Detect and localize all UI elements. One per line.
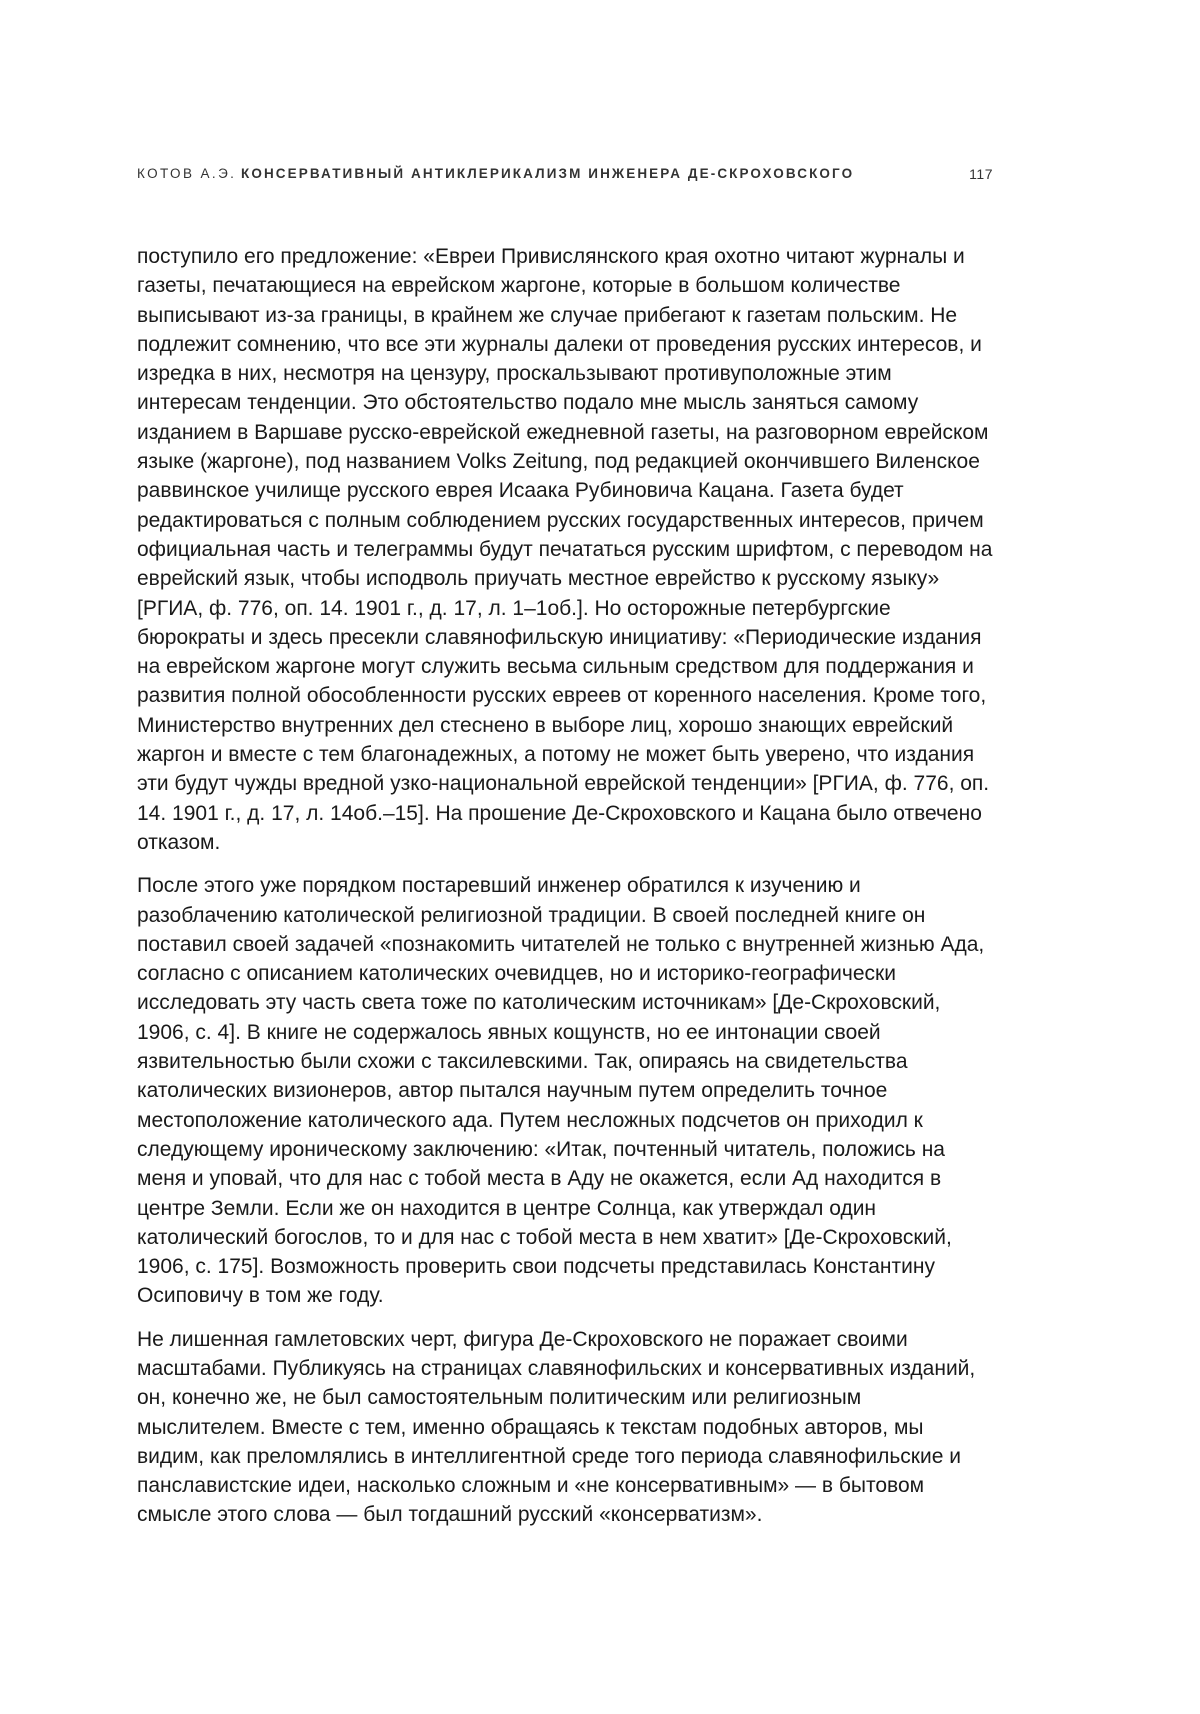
header-article-title: КОНСЕРВАТИВНЫЙ АНТИКЛЕРИКАЛИЗМ ИНЖЕНЕРА ДЕ-СКРОХОВСКОГО xyxy=(241,166,854,181)
paragraph-2: После этого уже порядком постаревший инженер обратился к изучению и разоблачению католической религиозной традиции. В своей последней книге он поставил своей задачей «познакомить читателей не только с внутренней жизнью Ада, согласно с описанием католических очевидцев, но и историко-географически исследовать эту часть света тоже по католическим источникам» [Де-Скроховский, 1906, с. 4]. В книге не содержалось явных кощунств, но ее интонации своей язвительностью были схожи с таксилевскими. Так, опираясь на свидетельства католических визионеров, автор пытался научным путем определить точное местоположение католического ада. Путем несложных подсчетов он приходил к следующему ироническому заключению: «Итак, почтенный читатель, положись на меня и уповай, что для нас с тобой места в Аду не окажется, если Ад находится в центре Земли. Если же он находится в центре Солнца, как утверждал один католический богослов, то и для нас с тобой места в нем хватит» [Де-Скроховский, 1906, с. 175]. Возможность проверить свои подсчеты представилась Константину Осиповичу в том же году. xyxy=(137,871,993,1310)
page-number: 117 xyxy=(969,166,993,182)
header-author: КОТОВ А.Э. xyxy=(137,166,236,181)
article-body xyxy=(137,242,993,1530)
paragraph-1: поступило его предложение: «Евреи Привислянского края охотно читают журналы и газеты, печатающиеся на еврейском жаргоне, которые в большом количестве выписывают из-за границы, в крайнем же случае прибегают к газетам польским. Не подлежит сомнению, что все эти журналы далеки от проведения русских интересов, и изредка в них, несмотря на цензуру, проскальзывают противуположные этим интересам тенденции. Это обстоятельство подало мне мысль заняться самому изданием в Варшаве русско-еврейской ежедневной газеты, на разговорном еврейском языке (жаргоне), под названием Volks Zeitung, под редакцией окончившего Виленское раввинское училище русского еврея Исаака Рубиновича Кацана. Газета будет редактироваться с полным соблюдением русских государственных интересов, причем официальная часть и телеграммы будут печататься русским шрифтом, с переводом на еврейский язык, чтобы исподволь приучать местное еврейство к русскому языку» [РГИА, ф. 776, оп. 14. 1901 г., д. 17, л. 1–1об.]. Но осторожные петербургские бюрократы и здесь пресекли славянофильскую инициативу: «Периодические издания на еврейском жаргоне могут служить весьма сильным средством для поддержания и развития полной обособленности русских евреев от коренного населения. Кроме того, Министерство внутренних дел стеснено в выборе лиц, хорошо знающих еврейский жаргон и вместе с тем благонадежных, а потому не может быть уверено, что издания эти будут чужды вредной узко-национальной еврейской тенденции» [РГИА, ф. 776, оп. 14. 1901 г., д. 17, л. 14об.–15]. На прошение Де-Скроховского и Кацана было отвечено отказом. xyxy=(137,242,993,857)
running-header xyxy=(137,166,993,190)
paragraph-3: Не лишенная гамлетовских черт, фигура Де-Скроховского не поражает своими масштабами. Публикуясь на страницах славянофильских и консервативных изданий, он, конечно же, не был самостоятельным политическим или религиозным мыслителем. Вместе с тем, именно обращаясь к текстам подобных авторов, мы видим, как преломлялись в интеллигентной среде того периода славянофильские и панславистские идеи, насколько сложным и «не консервативным» — в бытовом смысле этого слова — был тогдашний русский «консерватизм». xyxy=(137,1325,993,1530)
